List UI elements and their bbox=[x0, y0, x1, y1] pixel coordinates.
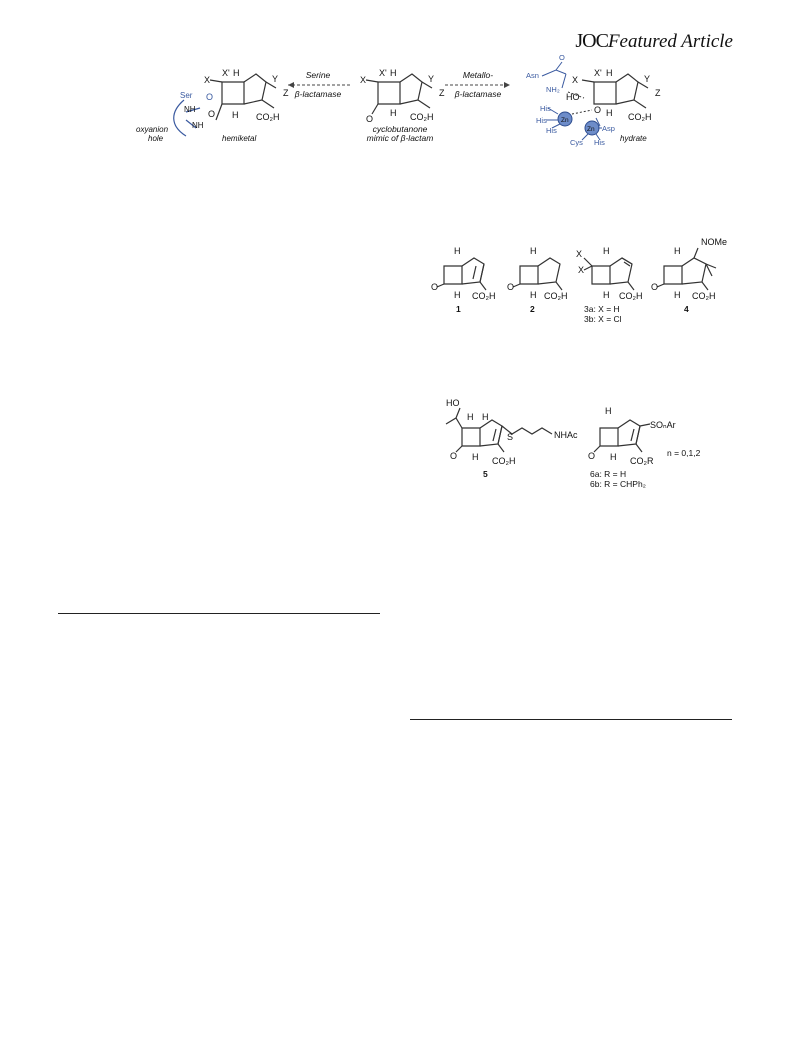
cmpd4-H-bot: H bbox=[674, 290, 681, 300]
cys-label: Cys bbox=[570, 138, 583, 147]
n-range: n = 0,1,2 bbox=[667, 448, 701, 458]
hydrate-Xp: X' bbox=[594, 68, 602, 78]
section-label: Featured Article bbox=[607, 31, 733, 52]
cmpd1-CO2H: CO₂H bbox=[472, 291, 496, 301]
center-H-top: H bbox=[390, 68, 397, 78]
center-caption-2: mimic of β-lactam bbox=[366, 133, 434, 143]
hemiketal-X: X bbox=[204, 75, 211, 85]
center-Xp: X' bbox=[379, 68, 387, 78]
cmpd5-H2: H bbox=[482, 412, 489, 422]
hemiketal-O-minus: O bbox=[208, 109, 216, 119]
cmpd4-CO2H: CO₂H bbox=[692, 291, 716, 301]
cmpd5-H1: H bbox=[467, 412, 474, 422]
cmpd4-NOMe: NOMe bbox=[701, 237, 728, 247]
hemiketal-CO2H: CO₂H bbox=[256, 112, 280, 122]
cmpd2-CO2H: CO₂H bbox=[544, 291, 568, 301]
label-3a: 3a: X = H bbox=[584, 304, 620, 314]
cmpd6-CO2R: CO₂R bbox=[630, 456, 654, 466]
serine-label-2: β-lactamase bbox=[294, 89, 342, 99]
nh2-label: NH₂ bbox=[546, 85, 560, 94]
asn-O: O bbox=[559, 53, 565, 62]
nh-label-2: NH bbox=[192, 121, 204, 130]
cmpd2-H-bot: H bbox=[530, 290, 537, 300]
nh-label-1: NH bbox=[184, 105, 196, 114]
hydrate-CO2H: CO₂H bbox=[628, 112, 652, 122]
hemiketal-H-top: H bbox=[233, 68, 240, 78]
his-label-2: His bbox=[536, 116, 547, 125]
metallo-label-2: β-lactamase bbox=[454, 89, 502, 99]
label-4: 4 bbox=[684, 304, 689, 314]
hydrate-O: O bbox=[594, 105, 602, 115]
hemiketal-Y: Y bbox=[272, 74, 279, 84]
cmpd5-HO: HO bbox=[446, 398, 460, 408]
hydrate-X: X bbox=[572, 75, 579, 85]
cmpd6-H-bot: H bbox=[610, 452, 617, 462]
serine-label: Serine bbox=[305, 70, 331, 80]
label-6a: 6a: R = H bbox=[590, 469, 627, 479]
label-1: 1 bbox=[456, 304, 461, 314]
metallo-label: Metallo- bbox=[462, 70, 494, 80]
hemiketal-O: O bbox=[206, 92, 214, 102]
journal-abbrev: JOC bbox=[575, 30, 608, 52]
his-label-4: His bbox=[594, 138, 605, 147]
zn1-label: Zn bbox=[561, 117, 569, 124]
cmpd1-H-bot: H bbox=[454, 290, 461, 300]
cmpd4-H-top: H bbox=[674, 246, 681, 256]
label-5: 5 bbox=[483, 469, 488, 479]
zn2-label: Zn bbox=[587, 126, 595, 133]
cmpd3-X1: X bbox=[576, 249, 583, 259]
oxyanion-line1: oxyanion bbox=[136, 125, 169, 134]
hydrate-H-bot: H bbox=[606, 108, 613, 118]
center-caption-1: cyclobutanone bbox=[372, 124, 428, 134]
cmpd6-H-top: H bbox=[605, 406, 612, 416]
oxyanion-line2: hole bbox=[148, 134, 164, 143]
hydrate-Y: Y bbox=[644, 74, 651, 84]
cmpd3-H-top: H bbox=[603, 246, 610, 256]
hemiketal-Xp: X' bbox=[222, 68, 230, 78]
cmpd5-CO2H: CO₂H bbox=[492, 456, 516, 466]
cmpd3-H-bot: H bbox=[603, 290, 610, 300]
footnote-rule-right bbox=[410, 719, 732, 720]
cmpd2-H-top: H bbox=[530, 246, 537, 256]
cmpd2-O: O bbox=[507, 282, 515, 292]
label-2: 2 bbox=[530, 304, 535, 314]
hemiketal-label: hemiketal bbox=[222, 134, 257, 143]
hemiketal-Z: Z bbox=[283, 88, 289, 98]
center-Y: Y bbox=[428, 74, 435, 84]
ser-label: Ser bbox=[180, 91, 193, 100]
cmpd3-X2: X bbox=[578, 265, 585, 275]
cmpd6-SOnAr: SOₙAr bbox=[650, 420, 676, 430]
hydrate-label: hydrate bbox=[620, 134, 647, 143]
hydrate-H-top: H bbox=[606, 68, 613, 78]
cmpd5-O: O bbox=[450, 451, 458, 461]
footnote-rule-left bbox=[58, 613, 380, 614]
asp-label: Asp bbox=[602, 124, 615, 133]
cmpd3-CO2H: CO₂H bbox=[619, 291, 643, 301]
hemiketal-H-bot: H bbox=[232, 110, 239, 120]
hydrate-HO: HO bbox=[566, 92, 580, 102]
center-O: O bbox=[366, 114, 374, 124]
cmpd6-O: O bbox=[588, 451, 596, 461]
cmpd1-H-top: H bbox=[454, 246, 461, 256]
cmpd5-H3: H bbox=[472, 452, 479, 462]
cmpd5-S: S bbox=[507, 432, 514, 442]
his-label-3: His bbox=[546, 126, 557, 135]
compounds-5-6-bonds bbox=[446, 408, 650, 452]
his-label-1: His bbox=[540, 104, 551, 113]
center-X: X bbox=[360, 75, 367, 85]
hydrate-Z: Z bbox=[655, 88, 661, 98]
cmpd1-O: O bbox=[431, 282, 439, 292]
asn-label: Asn bbox=[526, 71, 539, 80]
center-Z: Z bbox=[439, 88, 445, 98]
cmpd4-O: O bbox=[651, 282, 659, 292]
cmpd5-NHAc: NHAc bbox=[554, 430, 578, 440]
center-H-bot: H bbox=[390, 108, 397, 118]
center-CO2H: CO₂H bbox=[410, 112, 434, 122]
label-6b: 6b: R = CHPh₂ bbox=[590, 479, 646, 489]
label-3b: 3b: X = Cl bbox=[584, 314, 622, 324]
